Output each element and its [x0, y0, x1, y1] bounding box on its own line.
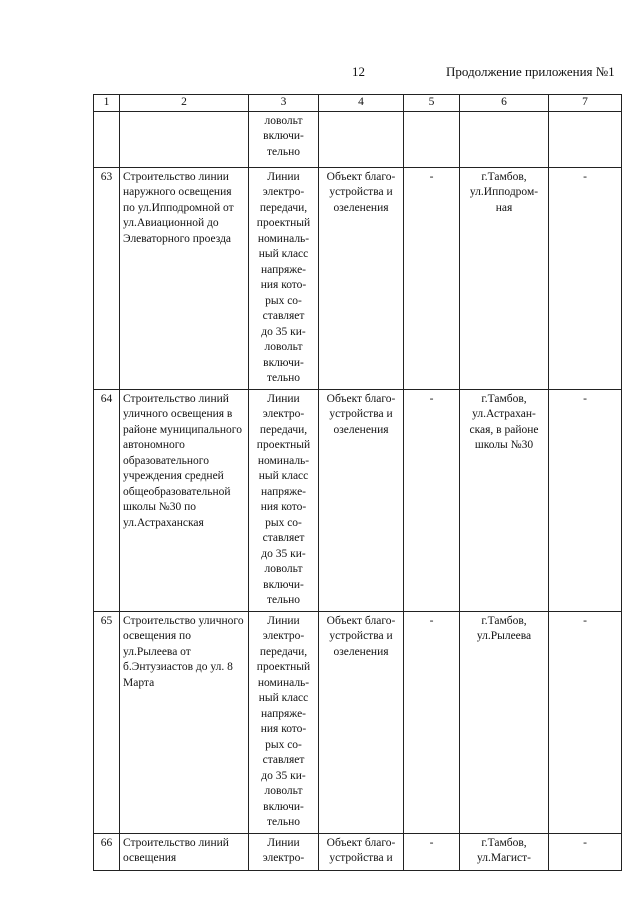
- table-row: [94, 389, 622, 611]
- column-header: 1: [94, 95, 120, 112]
- object-location: г.Тамбов, ул.Астрахан- ская, в районе школы №30: [460, 389, 549, 611]
- object-location: [460, 111, 549, 167]
- object-name: [120, 111, 249, 167]
- cell-col7: -: [549, 833, 622, 870]
- object-purpose: Объект благо- устройства и озеленения: [319, 389, 404, 611]
- cell-col7: -: [549, 167, 622, 389]
- object-type: Линии электро- передачи, проектный номиналь- ный класс напряже- ния кото- рых со- ставляет до 35 ки- ловольт включи- тельно: [249, 611, 319, 833]
- column-header: 6: [460, 95, 549, 112]
- object-location: г.Тамбов, ул.Ипподром- ная: [460, 167, 549, 389]
- table-row: [94, 167, 622, 389]
- row-number: [94, 111, 120, 167]
- object-purpose: Объект благо- устройства и: [319, 833, 404, 870]
- page-caption: Продолжение приложения №1: [446, 64, 615, 79]
- table-header-row: [94, 95, 622, 112]
- object-location: г.Тамбов, ул.Рылеева: [460, 611, 549, 833]
- table-row: [94, 111, 622, 167]
- object-location: г.Тамбов, ул.Магист-: [460, 833, 549, 870]
- table-row: [94, 611, 622, 833]
- object-type: ловольт включи- тельно: [249, 111, 319, 167]
- column-header: 2: [120, 95, 249, 112]
- object-purpose: [319, 111, 404, 167]
- object-type: Линии электро- передачи, проектный номиналь- ный класс напряже- ния кото- рых со- ставляет до 35 ки- ловольт включи- тельно: [249, 167, 319, 389]
- cell-col5: -: [404, 167, 460, 389]
- column-header: 3: [249, 95, 319, 112]
- cell-col5: -: [404, 611, 460, 833]
- row-number: 65: [94, 611, 120, 833]
- row-number: 66: [94, 833, 120, 870]
- column-header: 4: [319, 95, 404, 112]
- object-name: Строительство линий освещения: [120, 833, 249, 870]
- cell-col7: -: [549, 389, 622, 611]
- cell-col5: -: [404, 833, 460, 870]
- cell-col7: -: [549, 611, 622, 833]
- object-purpose: Объект благо- устройства и озеленения: [319, 611, 404, 833]
- object-type: Линии электро- передачи, проектный номиналь- ный класс напряже- ния кото- рых со- ставляет до 35 ки- ловольт включи- тельно: [249, 389, 319, 611]
- object-name: Строительство линий уличного освещения в районе муниципального автономного образовательного учреждения средней общеобразовательной школы №30 по ул.Астраханская: [120, 389, 249, 611]
- row-number: 64: [94, 389, 120, 611]
- table-row: [94, 833, 622, 870]
- object-purpose: Объект благо- устройства и озеленения: [319, 167, 404, 389]
- row-number: 63: [94, 167, 120, 389]
- page-number: 12: [352, 64, 365, 79]
- object-name: Строительство линии наружного освещения по ул.Ипподромной от ул.Авиационной до Элеваторного проезда: [120, 167, 249, 389]
- cell-col7: [549, 111, 622, 167]
- cell-col5: -: [404, 389, 460, 611]
- column-header: 7: [549, 95, 622, 112]
- cell-col5: [404, 111, 460, 167]
- document-table: [93, 94, 622, 871]
- object-type: Линии электро-: [249, 833, 319, 870]
- object-name: Строительство уличного освещения по ул.Рылеева от б.Энтузиастов до ул. 8 Марта: [120, 611, 249, 833]
- column-header: 5: [404, 95, 460, 112]
